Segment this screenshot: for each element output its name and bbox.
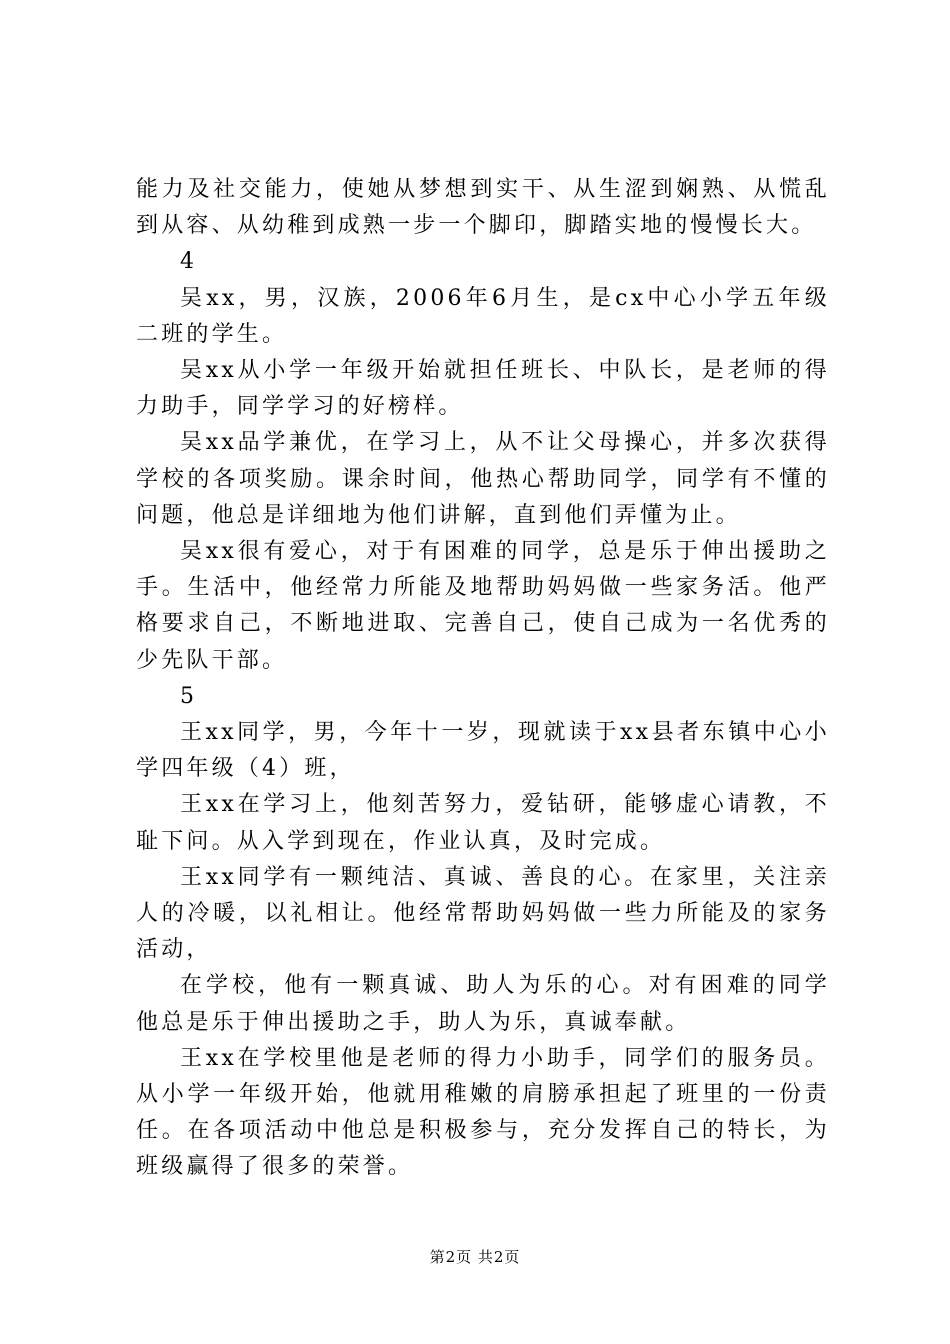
section-number-4: 4 bbox=[180, 249, 198, 275]
paragraph: 王xx在学习上，他刻苦努力，爱钻研，能够虚心请教，不耻下问。从入学到现在，作业认真，及时完成。 bbox=[136, 792, 830, 854]
paragraph: 在学校，他有一颗真诚、助人为乐的心。对有困难的同学他总是乐于伸出援助之手，助人为乐，真诚奉献。 bbox=[136, 973, 830, 1035]
paragraph: 吴xx从小学一年级开始就担任班长、中队长，是老师的得力助手，同学学习的好榜样。 bbox=[136, 358, 830, 420]
paragraph: 王xx同学，男，今年十一岁，现就读于xx县者东镇中心小学四年级（4）班， bbox=[136, 720, 830, 782]
paragraph: 吴xx，男，汉族，2006年6月生，是cx中心小学五年级二班的学生。 bbox=[136, 285, 830, 347]
paragraph: 王xx同学有一颗纯洁、真诚、善良的心。在家里，关注亲人的冷暖，以礼相让。他经常帮助妈妈做一些力所能及的家务活动， bbox=[136, 864, 830, 963]
page-number-label: 第2页 共2页 bbox=[429, 1248, 521, 1266]
paragraph: 王xx在学校里他是老师的得力小助手，同学们的服务员。从小学一年级开始，他就用稚嫩的肩膀承担起了班里的一份责任。在各项活动中他总是积极参与，充分发挥自己的特长，为班级赢得了很多的荣誉。 bbox=[136, 1045, 830, 1180]
page-footer bbox=[0, 1246, 950, 1267]
section-number-5: 5 bbox=[180, 683, 198, 709]
document-body bbox=[136, 172, 830, 1186]
paragraph: 吴xx很有爱心，对于有困难的同学，总是乐于伸出援助之手。生活中，他经常力所能及地帮助妈妈做一些家务活。他严格要求自己，不断地进取、完善自己，使自己成为一名优秀的少先队干部。 bbox=[136, 539, 830, 673]
paragraph-continuation: 能力及社交能力，使她从梦想到实干、从生涩到娴熟、从慌乱到从容、从幼稚到成熟一步一个脚印，脚踏实地的慢慢长大。 bbox=[136, 177, 830, 239]
paragraph: 吴xx品学兼优，在学习上，从不让父母操心，并多次获得学校的各项奖励。课余时间，他热心帮助同学，同学有不懂的问题，他总是详细地为他们讲解，直到他们弄懂为止。 bbox=[136, 430, 830, 528]
